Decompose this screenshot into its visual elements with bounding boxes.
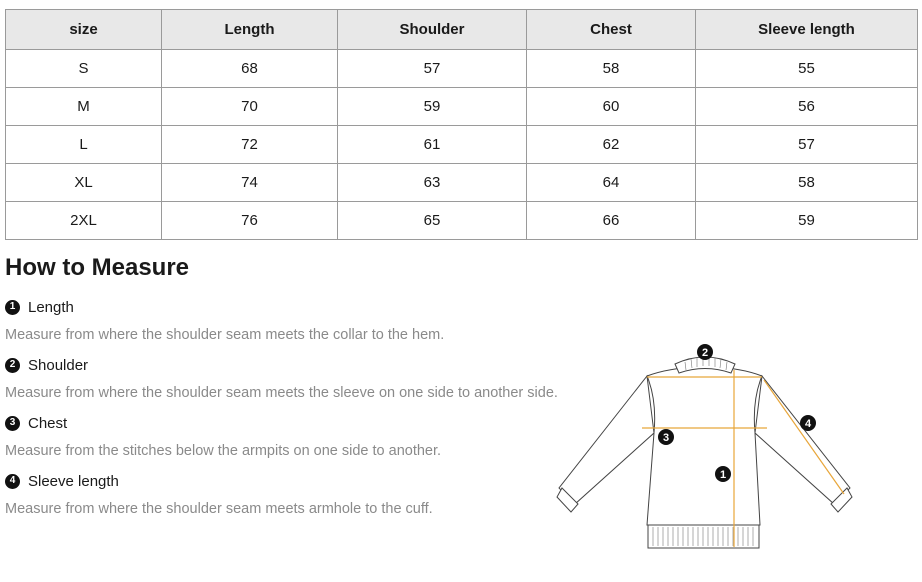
table-cell: 66 <box>527 202 696 240</box>
marker-2-label: 2 <box>701 347 709 359</box>
table-cell: 58 <box>527 50 696 88</box>
table-cell: 63 <box>338 164 527 202</box>
header-size: size <box>6 10 162 50</box>
step-number-badge: 4 <box>5 474 20 489</box>
step-description: Measure from where the shoulder seam meets the collar to the hem. <box>5 327 445 343</box>
step-name: Chest <box>28 414 68 432</box>
step-name: Sleeve length <box>28 472 119 490</box>
marker-3-label: 3 <box>662 432 670 444</box>
table-cell: 2XL <box>6 202 162 240</box>
table-header-row <box>6 10 918 50</box>
table-cell: 68 <box>162 50 338 88</box>
table-cell: 57 <box>338 50 527 88</box>
measure-step-length <box>5 297 444 343</box>
table-cell: M <box>6 88 162 126</box>
table-cell: 76 <box>162 202 338 240</box>
header-sleeve-length: Sleeve length <box>696 10 918 50</box>
right-sleeve-shape <box>755 376 850 504</box>
table-row <box>6 164 918 202</box>
table-cell: 74 <box>162 164 338 202</box>
table-cell: L <box>6 126 162 164</box>
table-cell: XL <box>6 164 162 202</box>
step-description: Measure from where the shoulder seam meets the sleeve on one side to another side. <box>5 385 558 401</box>
table-cell: 70 <box>162 88 338 126</box>
marker-4-label: 4 <box>804 418 812 430</box>
step-heading <box>5 471 433 491</box>
table-cell: 65 <box>338 202 527 240</box>
step-description: Measure from where the shoulder seam meets armhole to the cuff. <box>5 501 433 517</box>
step-number-badge: 2 <box>5 358 20 373</box>
left-sleeve-shape <box>559 376 654 504</box>
marker-1-label: 1 <box>719 469 727 481</box>
step-heading <box>5 355 558 375</box>
sweater-body-shape <box>647 368 762 525</box>
step-description: Measure from the stitches below the armpits on one side to another. <box>5 443 442 459</box>
header-chest: Chest <box>527 10 696 50</box>
measure-step-chest <box>5 413 441 459</box>
table-row <box>6 202 918 240</box>
step-heading <box>5 413 441 433</box>
table-cell: 61 <box>338 126 527 164</box>
header-shoulder: Shoulder <box>338 10 527 50</box>
measure-step-sleeve-length <box>5 471 433 517</box>
how-to-measure-title: How to Measure <box>5 254 190 281</box>
table-cell: 58 <box>696 164 918 202</box>
table-row <box>6 126 918 164</box>
table-cell: 62 <box>527 126 696 164</box>
table-cell: 57 <box>696 126 918 164</box>
measure-step-shoulder <box>5 355 558 401</box>
sweater-measure-diagram-icon <box>555 340 855 557</box>
table-cell: 72 <box>162 126 338 164</box>
header-length: Length <box>162 10 338 50</box>
table-row <box>6 88 918 126</box>
table-cell: 64 <box>527 164 696 202</box>
table-row <box>6 50 918 88</box>
table-cell: 59 <box>338 88 527 126</box>
hem-band <box>648 525 759 548</box>
step-heading <box>5 297 444 317</box>
step-number-badge: 1 <box>5 300 20 315</box>
step-name: Shoulder <box>28 356 89 374</box>
table-cell: 60 <box>527 88 696 126</box>
size-chart-table <box>5 9 918 240</box>
step-name: Length <box>28 298 74 316</box>
table-cell: 56 <box>696 88 918 126</box>
table-cell: S <box>6 50 162 88</box>
table-cell: 59 <box>696 202 918 240</box>
step-number-badge: 3 <box>5 416 20 431</box>
table-cell: 55 <box>696 50 918 88</box>
